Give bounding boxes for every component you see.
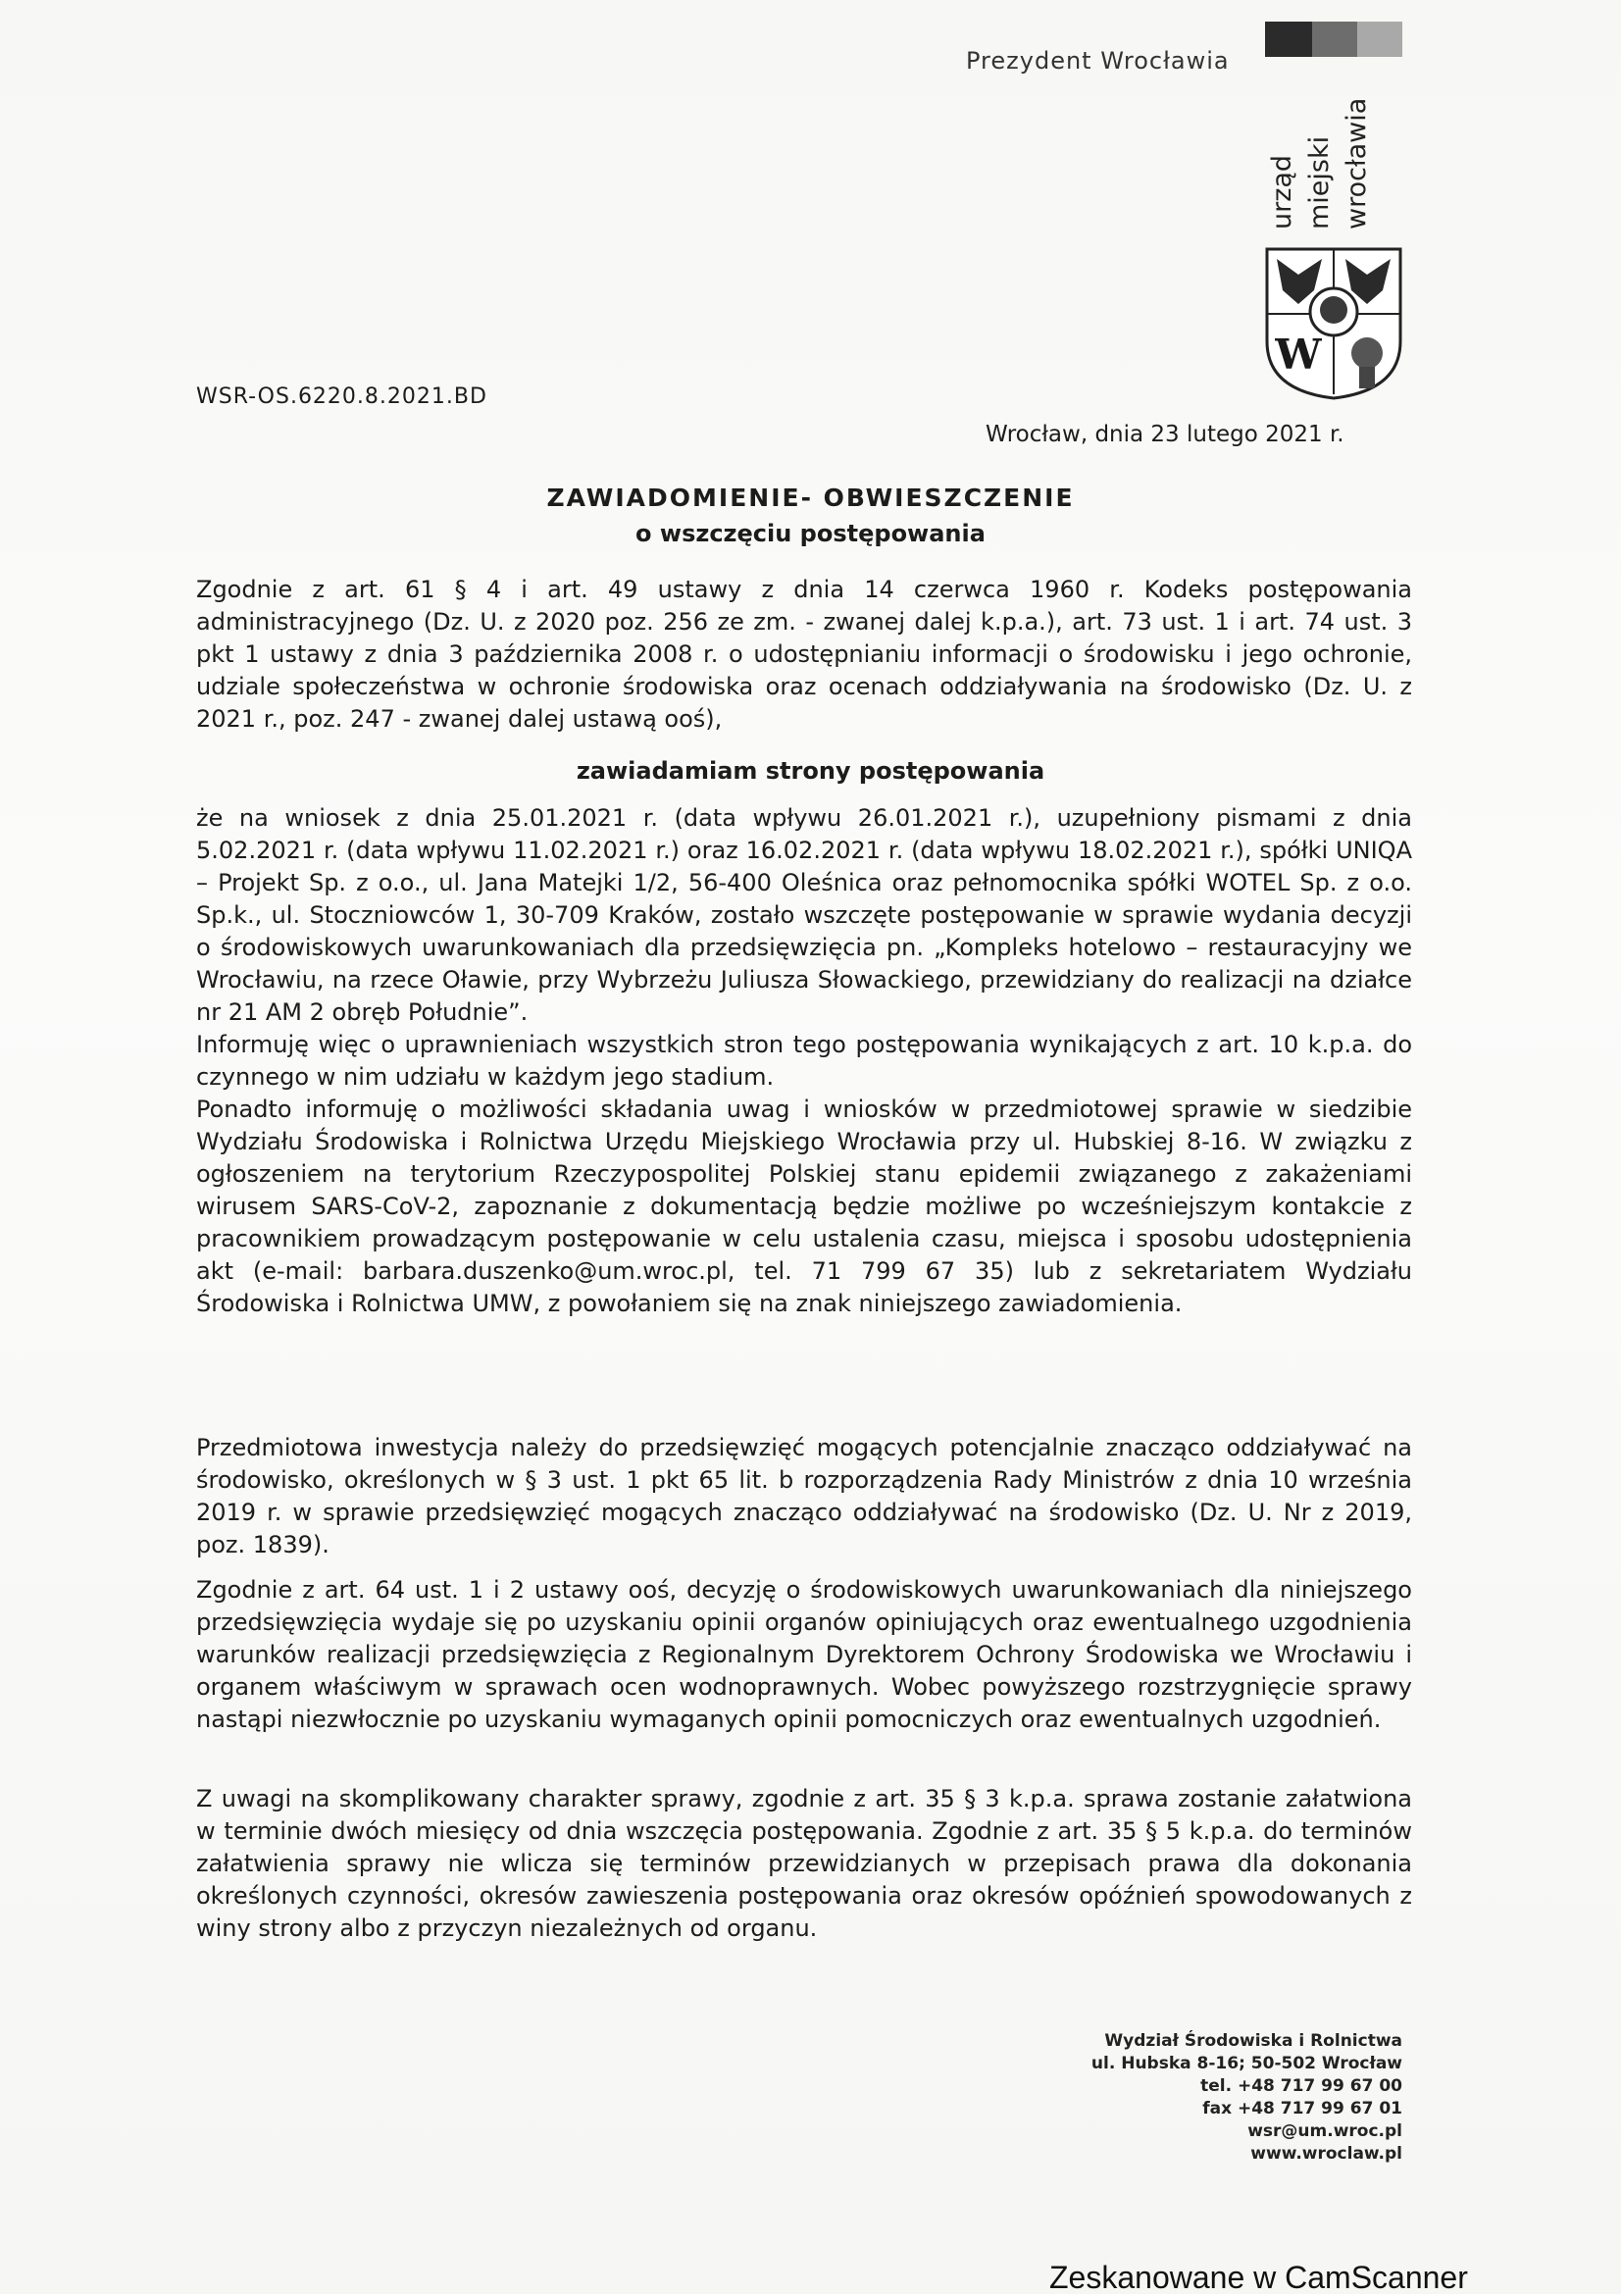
city-office-logo-blocks bbox=[1265, 22, 1402, 57]
paragraph-7: Z uwagi na skomplikowany charakter sprawy, zgodnie z art. 35 § 3 k.p.a. sprawa zostanie załatwiona w terminie dwóch miesięcy od dnia wszczęcia postępowania. Zgodnie z art. 35 § 5 k.p.a. do terminów załatwienia sprawy nie wlicza się terminów przewidzianych w przepisach prawa dla dokonania określonych czynności, okresów zawieszenia postępowania oraz okresów opóźnień spowodowanych z winy strony albo z przyczyn niezależnych od organu. bbox=[196, 1785, 1412, 1942]
coat-letter: W bbox=[1275, 331, 1322, 379]
footer-email: wsr@um.wroc.pl bbox=[1247, 2121, 1402, 2141]
logo-line-2: miejski bbox=[1304, 135, 1335, 230]
logo-block-light bbox=[1357, 22, 1402, 57]
paragraph-2: że na wniosek z dnia 25.01.2021 r. (data wpływu 26.01.2021 r.), uzupełniony pismami z dnia 5.02.2021 r. (data wpływu 11.02.2021 r.) oraz 16.02.2021 r. (data wpływu 18.02.2021 r.), spółki UNIQA – Projekt Sp. z o.o., ul. Jana Matejki 1/2, 56-400 Oleśnica oraz pełnomocnika spółki WOTEL Sp. z o.o. Sp.k., ul. Stoczniowców 1, 30-709 Kraków, zostało wszczęte postępowanie w sprawie wydania decyzji o środowiskowych uwarunkowaniach dla przedsięwzięcia pn. „Kompleks hotelowo – restauracyjny we Wrocławiu, na rzece Oławie, przy Wybrzeżu Juliusza Słowackiego, przewidziany do realizacji na działce nr 21 AM 2 obręb Południe”. bbox=[196, 804, 1412, 1026]
authority-name: Prezydent Wrocławia bbox=[966, 47, 1230, 75]
paragraph-3: Informuję więc o uprawnieniach wszystkich stron tego postępowania wynikających z art. 10 k.p.a. do czynnego w nim udziału w każdym jego stadium. bbox=[196, 1031, 1412, 1091]
legal-basis-paragraph bbox=[196, 574, 1412, 736]
reference-number: WSR-OS.6220.8.2021.BD bbox=[196, 384, 487, 409]
coat-of-arms-icon bbox=[1265, 247, 1402, 400]
logo-block-mid bbox=[1312, 22, 1357, 57]
deadline-paragraph bbox=[196, 1783, 1412, 1945]
footer-web: www.wroclaw.pl bbox=[1250, 2144, 1402, 2164]
paragraph-6: Zgodnie z art. 64 ust. 1 i 2 ustawy ooś, decyzję o środowiskowych uwarunkowaniach dla niniejszego przedsięwzięcia wydaje się po uzyskaniu opinii organów opiniujących oraz ewentualnego uzgodnienia warunków realizacji przedsięwzięcia z Regionalnym Dyrektorem Ochrony Środowiska we Wrocławiu i organem właściwym w sprawach ocen wodnoprawnych. Wobec powyższego rozstrzygnięcie sprawy nastąpi niezwłocznie po uzyskaniu wymaganych opinii pomocniczych oraz ewentualnych uzgodnień. bbox=[196, 1576, 1412, 1733]
department-contact-block bbox=[1059, 2030, 1402, 2166]
footer-fax: fax +48 717 99 67 01 bbox=[1202, 2099, 1402, 2118]
footer-tel: tel. +48 717 99 67 00 bbox=[1200, 2076, 1402, 2096]
paragraph-4: Ponadto informuję o możliwości składania uwag i wniosków w przedmiotowej sprawie w siedzibie Wydziału Środowiska i Rolnictwa Urzędu Miejskiego Wrocławia przy ul. Hubskiej 8-16. W związku z ogłoszeniem na terytorium Rzeczypospolitej Polskiej stanu epidemii związanego z zakażeniami wirusem SARS-CoV-2, zapoznanie z dokumentacją będzie możliwe po wcześniejszym kontakcie z pracownikiem prowadzącym postępowanie w celu ustalenia czasu, miejsca i sposobu udostępnienia akt (e-mail: barbara.duszenko@um.wroc.pl, tel. 71 799 67 35) lub z sekretariatem Wydziału Środowiska i Rolnictwa UMW, z powołaniem się na znak niniejszego zawiadomienia. bbox=[196, 1096, 1412, 1317]
paragraph-5: Przedmiotowa inwestycja należy do przedsięwzięć mogących potencjalnie znacząco oddziaływać na środowisko, określonych w § 3 ust. 1 pkt 65 lit. b rozporządzenia Rady Ministrów z dnia 10 września 2019 r. w sprawie przedsięwzięć mogących znacząco oddziaływać na środowisko (Dz. U. Nr z 2019, poz. 1839). bbox=[196, 1434, 1412, 1558]
document-title: ZAWIADOMIENIE- OBWIESZCZENIE bbox=[546, 484, 1075, 512]
logo-line-1: urząd bbox=[1267, 154, 1297, 230]
footer-address: ul. Hubska 8-16; 50-502 Wrocław bbox=[1090, 2054, 1402, 2073]
decision-paragraph bbox=[196, 1574, 1412, 1736]
document-date: Wrocław, dnia 23 lutego 2021 r. bbox=[986, 422, 1344, 447]
logo-block-dark bbox=[1265, 22, 1312, 57]
footer-dept: Wydział Środowiska i Rolnictwa bbox=[1104, 2031, 1402, 2051]
investment-paragraph bbox=[196, 1432, 1412, 1561]
paragraph-1: Zgodnie z art. 61 § 4 i art. 49 ustawy z dnia 14 czerwca 1960 r. Kodeks postępowania administracyjnego (Dz. U. z 2020 poz. 256 ze zm. - zwanej dalej k.p.a.), art. 73 ust. 1 i art. 74 ust. 3 pkt 1 ustawy z dnia 3 października 2008 r. o udostępnianiu informacji o środowisku i jego ochronie, udziale społeczeństwa w ochronie środowiska oraz ocenach oddziaływania na środowisko (Dz. U. z 2021 r., poz. 247 - zwanej dalej ustawą ooś), bbox=[196, 576, 1412, 733]
scanner-watermark: Zeskanowane w CamScanner bbox=[1049, 2260, 1468, 2295]
document-subtitle: o wszczęciu postępowania bbox=[635, 520, 986, 547]
notify-heading: zawiadamiam strony postępowania bbox=[576, 757, 1045, 785]
city-office-logo-text bbox=[1267, 63, 1407, 230]
logo-line-3: wrocławia bbox=[1342, 97, 1372, 230]
notice-body bbox=[196, 802, 1412, 1320]
